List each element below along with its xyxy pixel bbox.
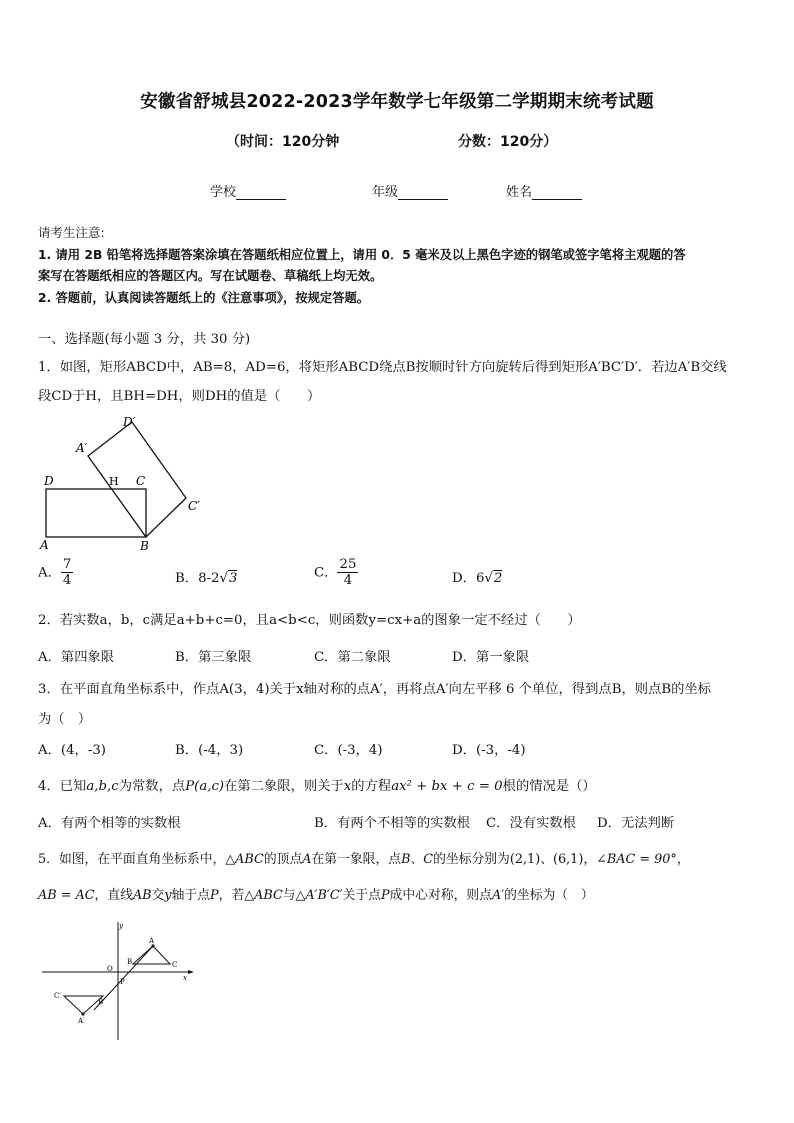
label-a: A [40,538,49,552]
notice-line2: 2. 答题前，认真阅读答题纸上的《注意事项》，按规定答题。 [38,291,370,305]
name-field: 姓名 [506,181,582,200]
q1-figure [36,410,226,555]
q4-stem: 4．已知a,b,c为常数，点P(a,c)在第二象限，则关于x的方程ax² + bx + c = 0根的情况是（） [38,779,596,794]
label-c1: C′ [188,499,200,513]
x-arrow [188,970,194,974]
q4-option-c: C．没有实数根 [486,816,576,831]
label-p: P [120,978,125,986]
q5-line2: AB = AC，直线AB交y轴于点P，若△ABC与△A′B′C′关于点P成中心对称，则点A′的坐标为（ ） [38,888,594,903]
label-c: C [172,961,178,969]
point-a1 [81,1012,84,1015]
q4-option-b: B．有两个不相等的实数根 [314,816,471,831]
grade-field: 年级 [372,181,448,200]
q2-option-c: C．第二象限 [314,650,391,665]
label-o: O [107,965,113,973]
label-a: A [149,937,155,945]
q2-option-d: D．第一象限 [452,650,530,665]
q3-option-d: D．(-3，-4) [452,743,526,758]
q5-line1: 5．如图，在平面直角坐标系中，△ABC的顶点A在第一象限，点B、C的坐标分别为(2,1)、(6,1)，∠BAC = 90°， [38,852,690,867]
q3-option-b: B．(-4，3) [175,743,244,758]
label-x: x [183,974,187,982]
q1-option-a: A． $\frac{7}{4}$ [38,557,72,589]
label-d: D [44,474,54,488]
label-a1: A′ [78,1017,85,1025]
label-a1: A′ [76,441,88,455]
exam-score: 分数：120分） [458,134,558,150]
label-c: C [136,474,146,488]
q4-option-d: D．无法判断 [597,816,675,831]
page-title: 安徽省舒城县2022-2023学年数学七年级第二学期期末统考试题 [140,92,654,112]
label-d1: D′ [123,415,136,429]
q1-option-b: B．8-2√3 [175,571,238,586]
exam-time: （时间：120分钟 [226,134,340,150]
q3-line2: 为（ ） [38,712,92,727]
q2-option-a: A．第四象限 [38,650,115,665]
q1-line1: 1．如图，矩形ABCD中，AB=8，AD=6，将矩形ABCD绕点B按顺时针方向旋转后得到矩形A′BC′D′．若边A′B交线 [38,360,727,375]
q3-option-a: A．(4，-3) [38,743,106,758]
q3-line1: 3．在平面直角坐标系中，作点A(3，4)关于x轴对称的点A′，再将点A′向左平移 6 个单位，得到点B，则点B的坐标 [38,682,712,697]
q4-option-a: A．有两个相等的实数根 [38,816,181,831]
section-heading: 一、选择题(每小题 3 分，共 30 分) [38,332,251,347]
q2-option-b: B．第三象限 [175,650,252,665]
rect-abcd [46,489,146,537]
q5-figure [38,920,198,1045]
school-field: 学校 [210,181,286,200]
notice-line1b: 案写在答题纸相应的答题区内。写在试题卷、草稿纸上均无效。 [38,269,383,283]
q1-line2: 段CD于H，且BH=DH，则DH的值是（ ） [38,389,321,404]
label-b: B [127,958,133,966]
label-y: y [119,922,123,930]
q1-option-d: D．6√2 [452,571,503,586]
notice-line1a: 1. 请用 2B 铅笔将选择题答案涂填在答题纸相应位置上，请用 0．5 毫米及以上黑色字迹的钢笔或签字笔将主观题的答 [38,248,686,262]
q3-option-c: C．(-3，4) [314,743,383,758]
label-h: H [109,475,119,488]
q2-stem: 2．若实数a，b，c满足a+b+c=0，且a<b<c，则函数y=cx+a的图象一定不经过（ ） [38,613,581,628]
label-b1: B′ [98,998,105,1006]
label-b: B [140,539,149,553]
notice-heading: 请考生注意: [38,225,105,240]
label-c1: C′ [54,992,61,1000]
q1-option-c: C． $\frac{25}{4}$ [314,557,357,589]
